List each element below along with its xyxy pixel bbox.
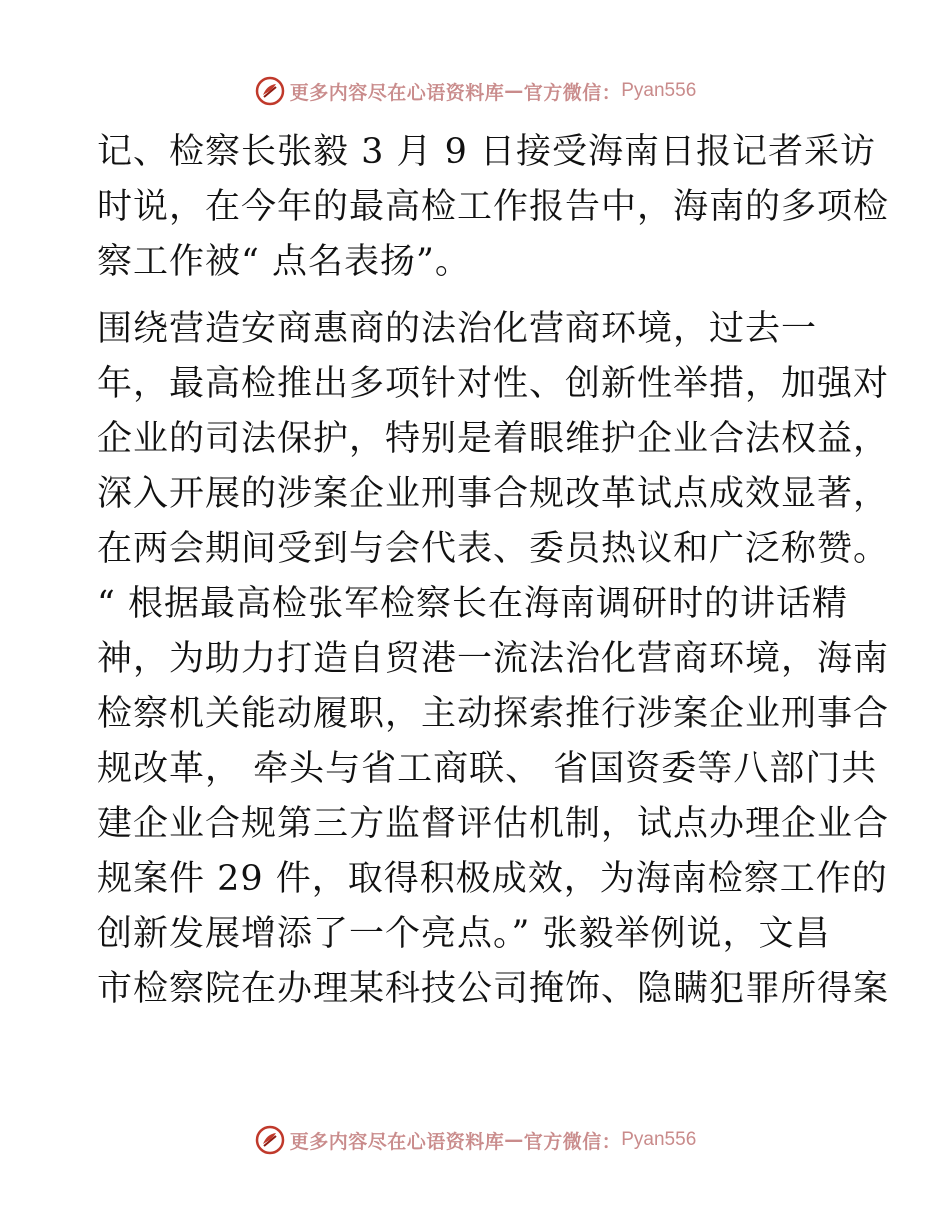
body-line: 时说，在今年的最高检工作报告中，海南的多项检 [97, 187, 890, 227]
header-banner [0, 73, 950, 109]
body-line: 检察机关能动履职，主动探索推行涉案企业刑事合 [97, 694, 890, 734]
wechat-label: 官方微信： [523, 1130, 622, 1153]
banner-title: 更多内容尽在心语资料库 [289, 1130, 505, 1153]
body-line: 察工作被“ 点名表扬”。 [97, 242, 471, 282]
body-line: 企业的司法保护，特别是着眼维护企业合法权益， [97, 419, 890, 459]
body-line: 记、检察长张毅 3 月 9 日接受海南日报记者采访 [97, 132, 877, 172]
body-line: 深入开展的涉案企业刑事合规改革试点成效显著， [97, 474, 890, 514]
wechat-id: Pyan556 [621, 80, 697, 101]
body-line: 建企业合规第三方监督评估机制，试点办理企业合 [97, 804, 890, 844]
wechat-id: Pyan556 [621, 1129, 697, 1150]
body-line: 创新发展增添了一个亮点。” 张毅举例说，文昌 [97, 914, 831, 954]
body-line: 在两会期间受到与会代表、委员热议和广泛称赞。 [97, 529, 890, 569]
body-line: 神，为助力打造自贸港一流法治化营商环境，海南 [97, 639, 890, 679]
banner-dash: — [504, 80, 524, 102]
logo-icon [254, 1124, 286, 1156]
body-line: 市检察院在办理某科技公司掩饰、隐瞒犯罪所得案 [97, 969, 890, 1009]
banner-title: 更多内容尽在心语资料库 [289, 81, 505, 104]
article-body [97, 125, 890, 1017]
body-line: 年，最高检推出多项针对性、创新性举措，加强对 [97, 364, 890, 404]
paragraph-gap [97, 290, 857, 302]
body-line: 规案件 29 件，取得积极成效，为海南检察工作的 [97, 859, 888, 899]
banner-dash: — [504, 1129, 524, 1151]
body-line: 规改革， 牵头与省工商联、 省国资委等八部门共 [97, 749, 878, 789]
footer-banner [0, 1122, 950, 1158]
logo-icon [254, 75, 286, 107]
body-line: “ 根据最高检张军检察长在海南调研时的讲话精 [97, 584, 849, 624]
body-line: 围绕营造安商惠商的法治化营商环境，过去一 [97, 309, 818, 349]
wechat-label: 官方微信： [523, 81, 622, 104]
